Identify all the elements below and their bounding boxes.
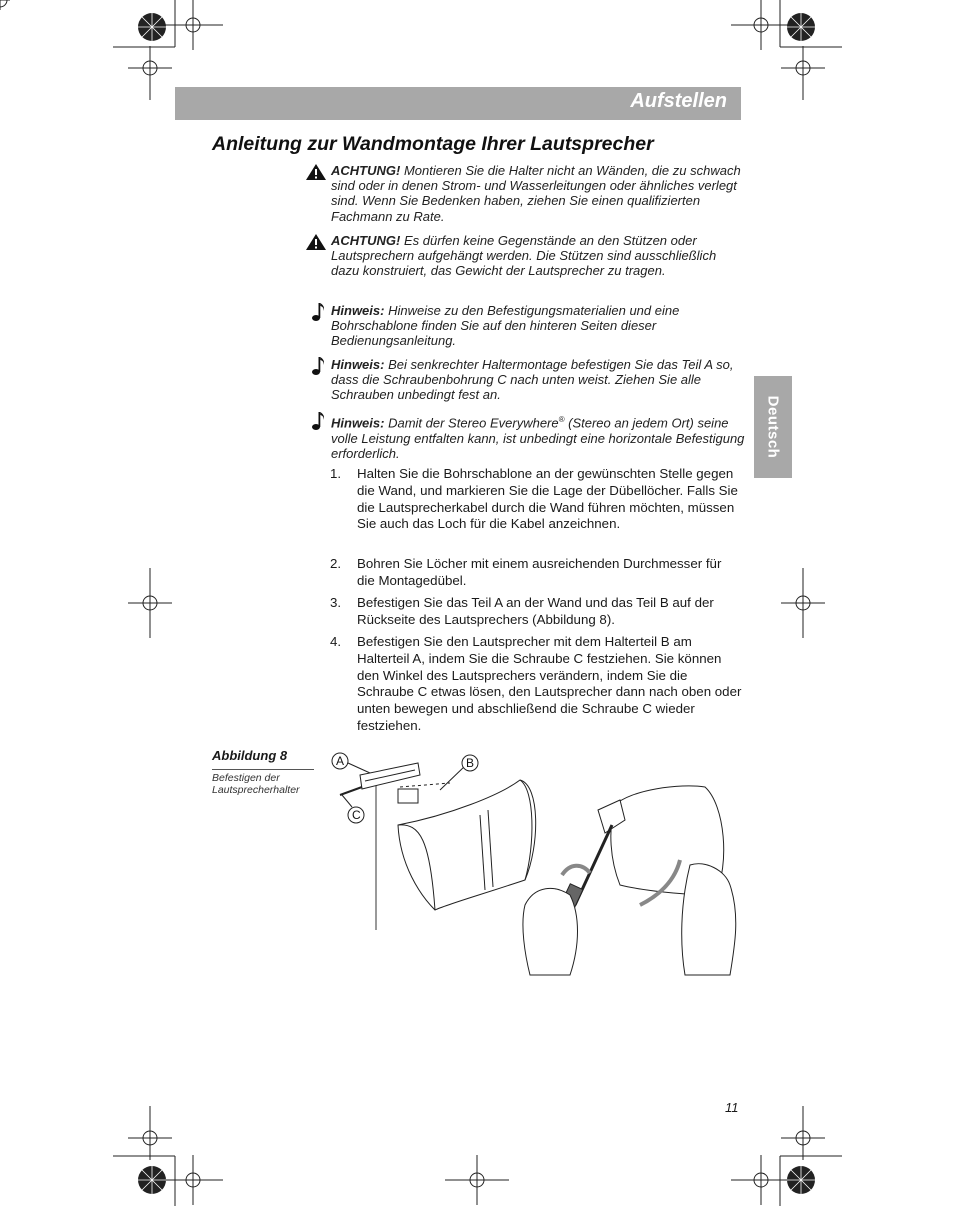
music-note-icon [305,412,327,430]
callout-c: C [352,808,361,822]
warning-note [305,163,745,224]
note-text: Montieren Sie die Halter nicht an Wänden, die zu schwach sind oder in denen Strom- und Wasserleitungen oder ähnliches verlegt sind. Wenn Sie Bedenken haben, ziehen Sie einen qualifizierten Fachmann zu Rate. [331,163,741,224]
page-number: 11 [725,1100,739,1115]
note-text-start: Damit der Stereo Everywhere [388,415,559,431]
language-tab[interactable] [754,376,792,478]
note-text: Bei senkrechter Haltermontage befestigen Sie das Teil A so, dass die Schraubenbohrung C nach unten weist. Ziehen Sie alle Schrauben unbedingt fest an. [331,357,734,403]
hint-note [305,303,745,349]
note-text: Hinweise zu den Befestigungsmaterialien und eine Bohrschablone finden Sie auf den hinteren Seiten dieser Bedienungsanleitung. [331,303,680,349]
step-number: 3. [330,595,342,610]
music-note-icon [305,303,327,321]
page-title: Anleitung zur Wandmontage Ihrer Lautsprecher [212,133,654,155]
note-text-end: (Stereo an jedem Ort) seine volle Leistung entfalten kann, ist unbedingt eine horizontale Befestigung erforderlich. [331,415,745,461]
section-title: Aufstellen [630,90,727,112]
section-header-bar [175,87,741,120]
step-text: Bohren Sie Löcher mit einem ausreichenden Durchmesser für die Montagedübel. [357,556,722,588]
list-item [330,466,742,533]
note-label: Hinweis: [331,415,385,431]
note-label: Hinweis: [331,303,385,318]
figure-title: Abbildung 8 [212,748,288,763]
note-label: ACHTUNG! [331,163,401,178]
step-text: Befestigen Sie das Teil A an der Wand und das Teil B auf der Rückseite des Lautsprechers (Abbildung 8). [357,595,714,627]
callout-a: A [336,754,345,768]
step-number: 2. [330,556,342,571]
hint-note [305,357,745,403]
step-number: 1. [330,466,342,481]
note-label: ACHTUNG! [331,233,401,248]
music-note-icon [305,357,327,375]
list-item [330,634,742,735]
step-number: 4. [330,634,342,649]
step-text: Befestigen Sie den Lautsprecher mit dem Halterteil B am Halterteil A, indem Sie die Schraube C festziehen. Sie können den Winkel des Lautsprechers verändern, indem Sie die Schraube C etwas lösen, den Lautsprecher dann nach oben oder unten bewegen und abschließend die Schraube C wieder festziehen. [357,634,742,733]
warning-icon [305,163,327,181]
step-text: Halten Sie die Bohrschablone an der gewünschten Stelle gegen die Wand, und markieren Sie die Lage der Dübellöcher. Falls Sie die Lautsprecherkabel durch die Wand führen möchten, müssen Sie auch das Loch für die Kabel anzeichnen. [357,466,738,532]
hint-note [305,412,745,461]
note-text: Es dürfen keine Gegenstände an den Stützen oder Lautsprechern aufgehängt werden. Die Stützen sind ausschließlich dazu konstruiert, das Gewicht der Lautsprecher zu tragen. [331,233,717,279]
note-label: Hinweis: [331,357,385,372]
registered-mark: ® [558,415,565,424]
list-item [330,556,742,590]
language-tab-label: Deutsch [764,395,782,459]
callout-b: B [466,756,475,770]
warning-icon [305,233,327,251]
list-item [330,595,742,629]
warning-note [305,233,745,279]
wall-mount-illustration [330,745,750,985]
figure-caption: Befestigen der Lautsprecherhalter [212,772,300,796]
figure-rule [212,769,314,770]
